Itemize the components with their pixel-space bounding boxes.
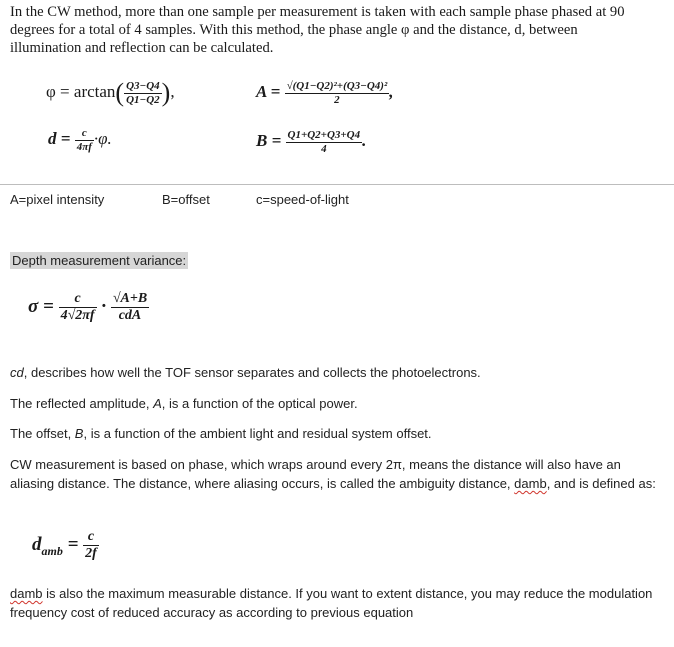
equation-ambiguity-distance: $d_{amb}$ = $\frac{c}{2f}$ — [32, 529, 97, 562]
offset-lhs: B = — [256, 131, 282, 151]
phi-fraction: $\frac{Q3-Q4}{Q1-Q2}$ — [126, 79, 160, 106]
distance-lhs: d = — [48, 129, 71, 149]
equation-offset: B = $\frac{Q1+Q2+Q3+Q4}{4}$ . — [256, 129, 367, 155]
amplitude-lhs: A = — [256, 82, 281, 102]
label-speed-of-light: c=speed-of-light — [256, 192, 349, 207]
paragraph-offset: The offset, B, is a function of the ambient light and residual system offset. — [10, 426, 432, 441]
phi-lhs: φ = arctan — [46, 81, 116, 101]
ambiguity-fraction: $\frac{c}{2f}$ — [85, 529, 97, 562]
distance-fraction: $\frac{c}{4\pi f}$ — [76, 127, 92, 153]
offset-fraction: $\frac{Q1+Q2+Q3+Q4}{4}$ — [287, 129, 361, 155]
equation-phi: φ = arctan( $\frac{Q3-Q4}{Q1-Q2}$ ), — [46, 78, 175, 107]
intro-paragraph: In the CW method, more than one sample per measurement is taken with each sample phase phased at 90 degrees for a total of 4 samples. With this method, the phase angle φ and the distance, d, between illumination and reflection can be calculated. — [10, 4, 625, 56]
variance-heading: Depth measurement variance: — [12, 253, 187, 268]
amplitude-fraction: $\frac{\text{√(Q1−Q2)²+(Q3−Q4)²}}{2}$ — [286, 80, 388, 106]
paragraph-max-distance: damb is also the maximum measurable distance. If you want to extent distance, you may reduce the modulation frequency cost of reduced accuracy as according to previous equation — [10, 586, 653, 620]
label-pixel-intensity: A=pixel intensity — [10, 192, 105, 207]
paragraph-amplitude: The reflected amplitude, A, is a function of the optical power. — [10, 396, 358, 411]
variance-fraction-1: $\frac{c}{4√2\pi f}$ — [60, 291, 95, 324]
section-divider — [0, 184, 674, 185]
label-offset: B=offset — [162, 192, 210, 207]
equation-distance: d = $\frac{c}{4\pi f}$ ·φ. — [48, 127, 112, 153]
paragraph-cw-measurement: CW measurement is based on phase, which wraps around every 2π, means the distance will also have an aliasing distance. The distance, where aliasing occurs, is called the ambiguity distance, damb, and is defined as: — [10, 457, 656, 491]
equation-amplitude: A = $\frac{\text{√(Q1−Q2)²+(Q3−Q4)²}}{2}$ , — [256, 80, 394, 106]
paragraph-cd: cd, describes how well the TOF sensor separates and collects the photoelectrons. — [10, 365, 481, 380]
variance-lhs: σ = — [28, 295, 54, 317]
equation-variance: σ = $\frac{c}{4√2\pi f}$ · $\frac{√A+B}{\text{cdA}}$ — [28, 291, 148, 324]
variance-fraction-2: $\frac{√A+B}{\text{cdA}}$ — [112, 291, 148, 324]
